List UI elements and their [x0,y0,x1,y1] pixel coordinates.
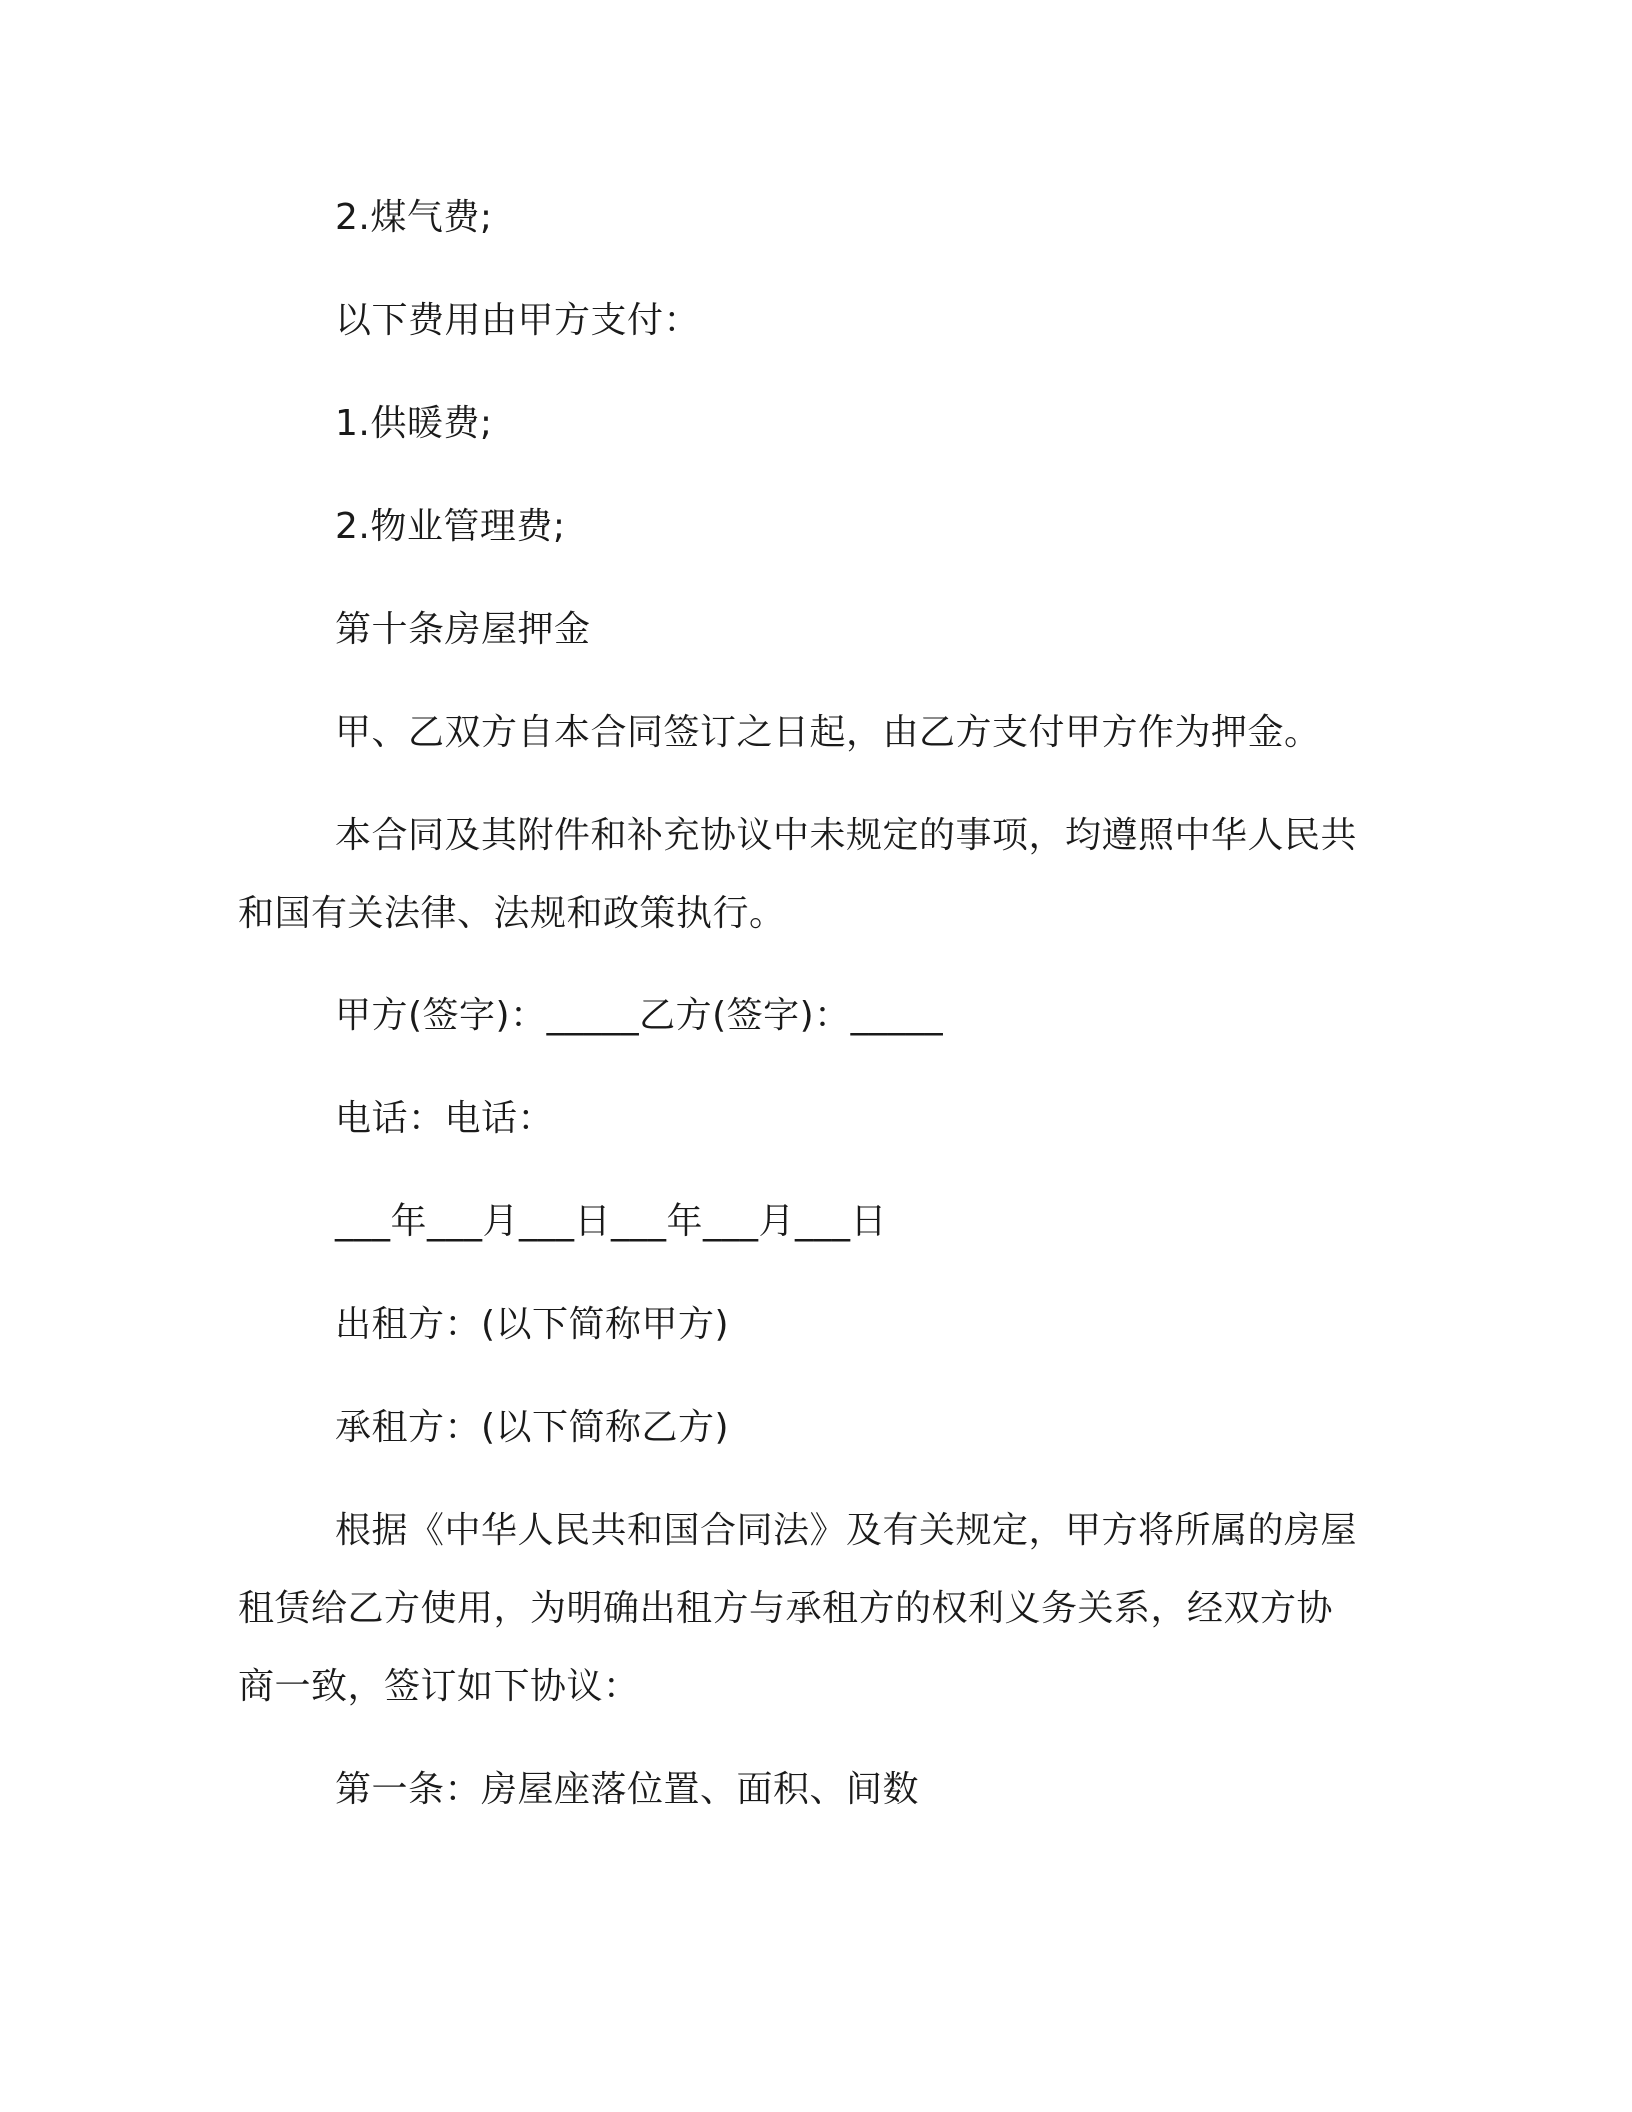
preamble-paragraph-l1: 根据《中华人民共和国合同法》及有关规定，甲方将所属的房屋 [335,1510,1358,1551]
fee-item-property-mgmt: 2.物业管理费; [335,506,566,547]
lessor-line: 出租方：(以下简称甲方) [335,1304,730,1345]
preamble-paragraph-l3: 商一致，签订如下协议： [238,1666,640,1707]
article-1-heading: 第一条：房屋座落位置、面积、间数 [335,1769,920,1810]
supplementary-paragraph-l1: 本合同及其附件和补充协议中未规定的事项，均遵照中华人民共 [335,815,1358,856]
article-10-heading: 第十条房屋押金 [335,609,591,650]
phone-line: 电话：电话： [335,1098,555,1139]
party-a-fees-heading: 以下费用由甲方支付： [335,300,701,341]
date-line: ___年___月___日___年___月___日 [335,1201,888,1242]
lessee-line: 承租方：(以下简称乙方) [335,1407,730,1448]
signature-line: 甲方(签字)：_____乙方(签字)：_____ [335,995,944,1036]
deposit-paragraph: 甲、乙双方自本合同签订之日起，由乙方支付甲方作为押金。 [335,712,1321,753]
supplementary-paragraph-l2: 和国有关法律、法规和政策执行。 [238,893,786,934]
preamble-paragraph-l2: 租赁给乙方使用，为明确出租方与承租方的权利义务关系，经双方协 [238,1588,1334,1629]
fee-item-heating: 1.供暖费; [335,403,493,444]
fee-item-gas: 2.煤气费; [335,197,493,238]
